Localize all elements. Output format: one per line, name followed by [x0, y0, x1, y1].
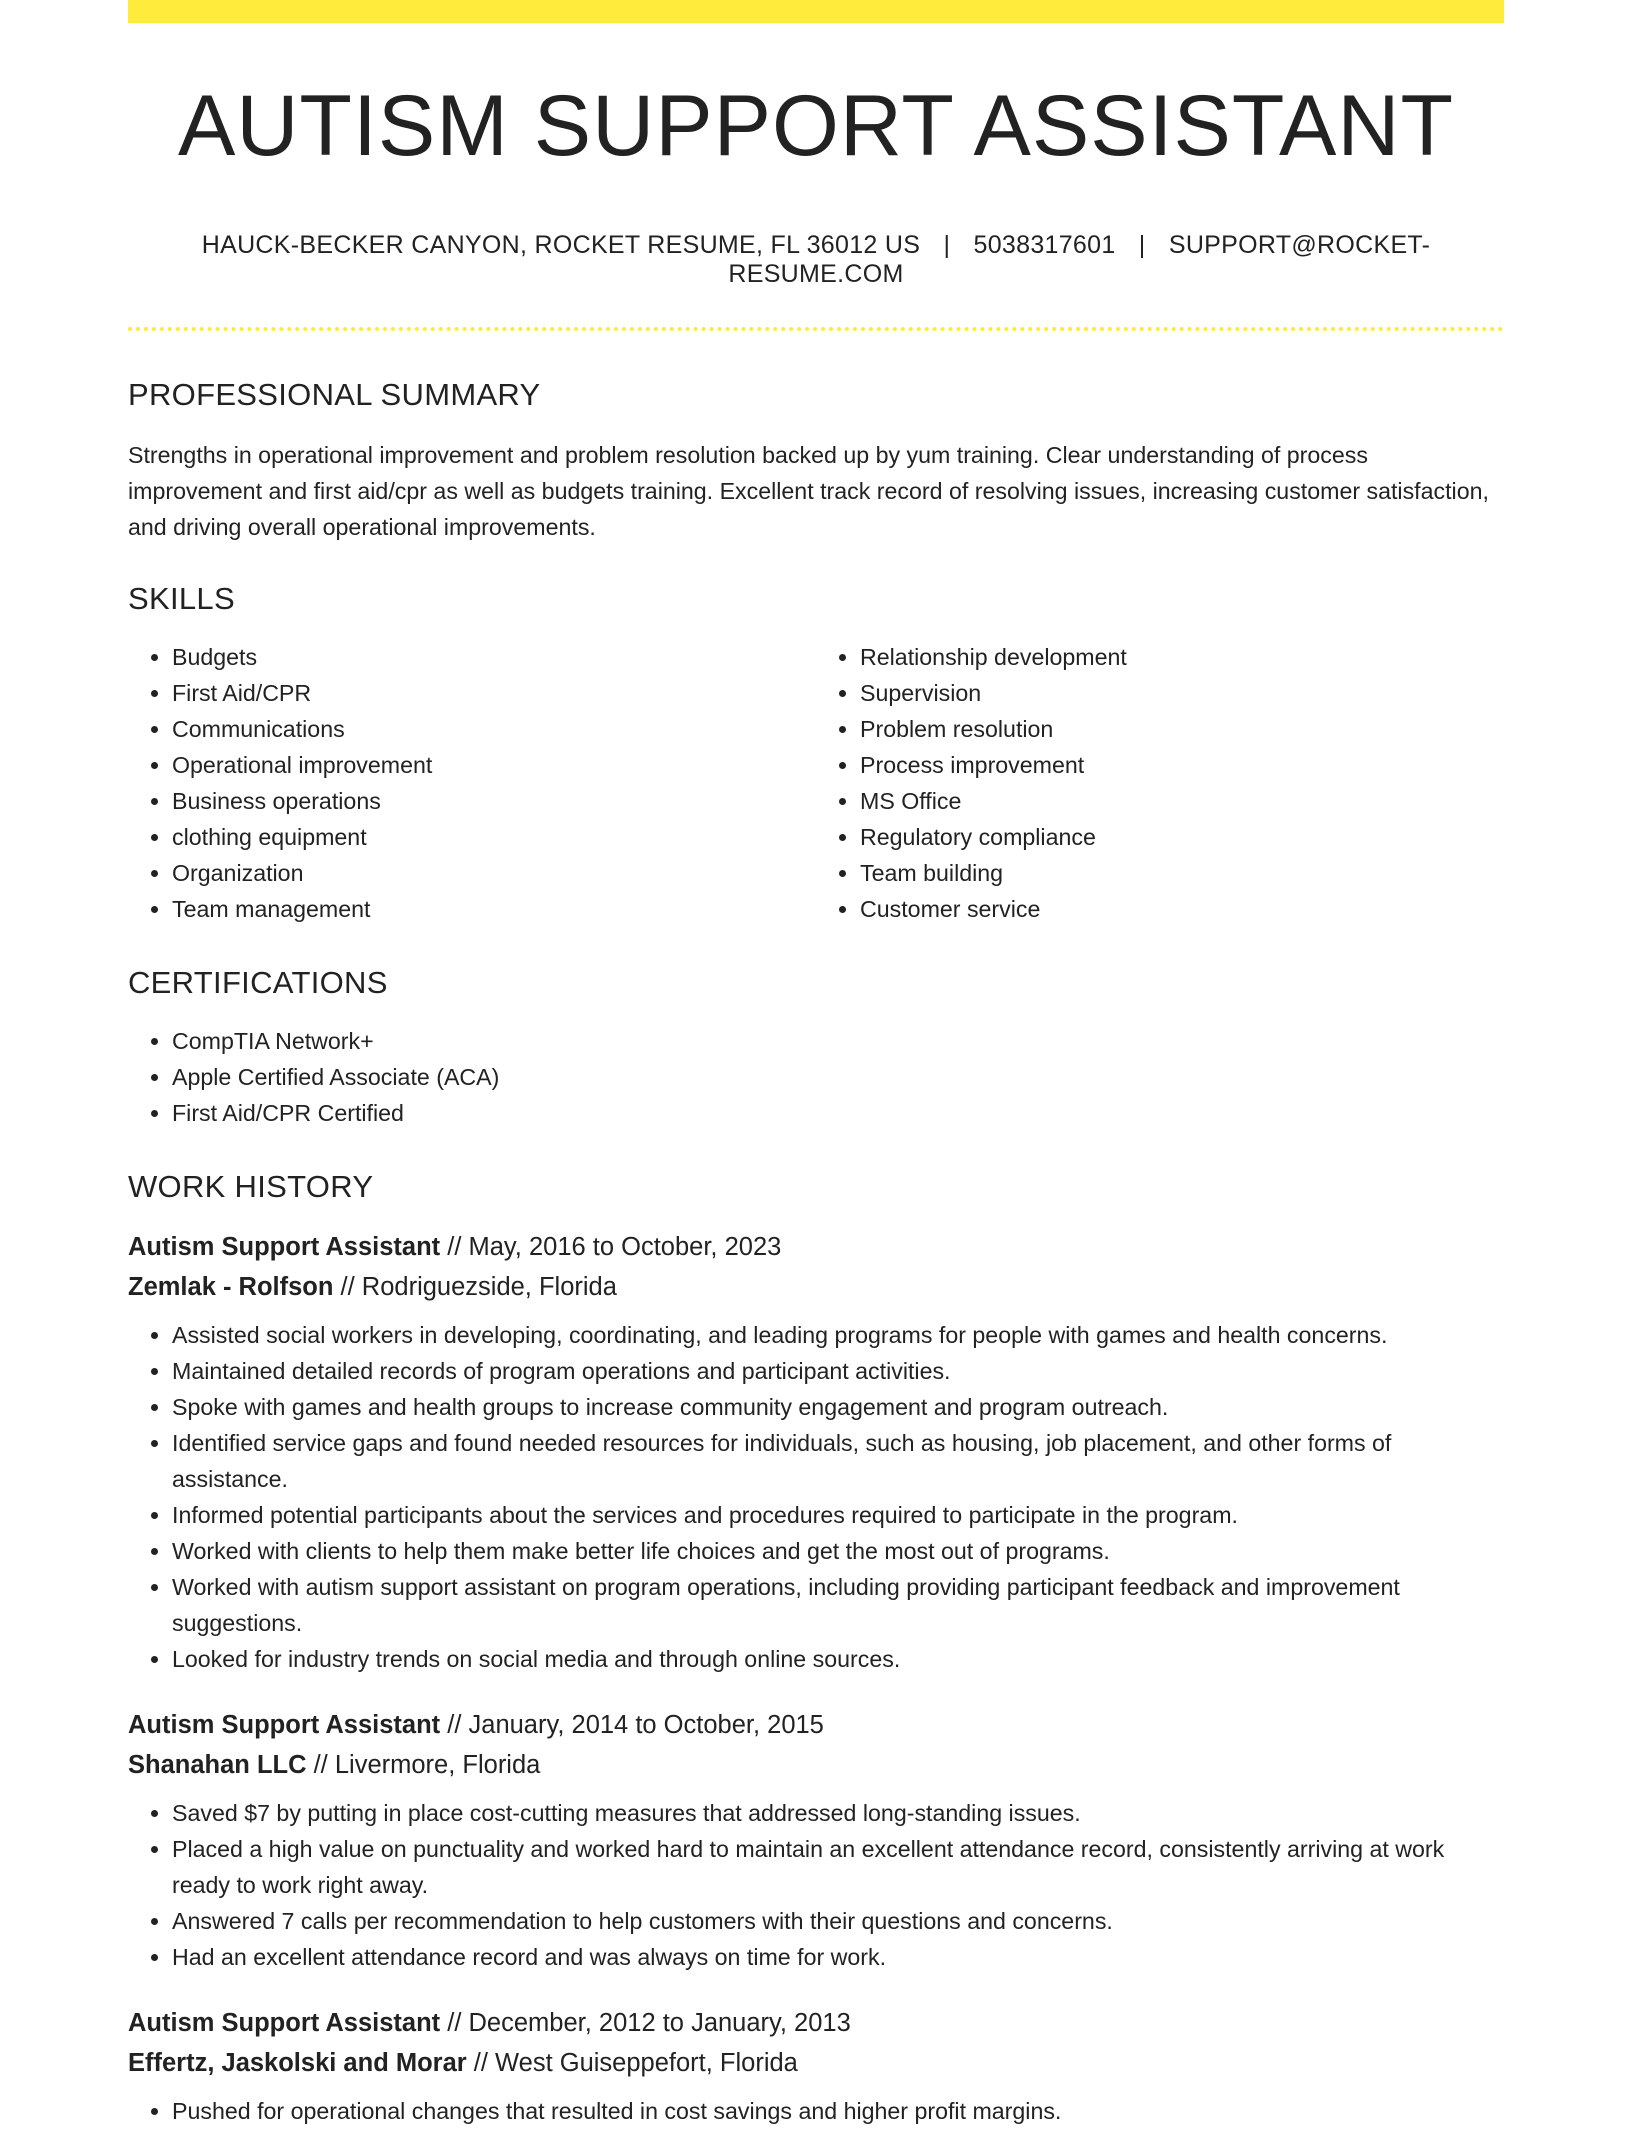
job-title: Autism Support Assistant	[128, 2009, 441, 2037]
job-entry	[128, 2003, 1504, 2129]
job-dates: // December, 2012 to January, 2013	[440, 2009, 851, 2037]
work-history-list	[128, 1227, 1504, 2129]
work-history-heading: WORK HISTORY	[128, 1169, 374, 1204]
job-bullet: • Worked with clients to help them make better life choices and get the most out of programs.	[172, 1533, 1504, 1569]
certification-item: • First Aid/CPR Certified	[172, 1095, 1504, 1131]
job-title-line	[128, 1227, 1504, 1267]
skill-item: • Team management	[172, 891, 816, 927]
contact-phone: 5038317601	[973, 231, 1116, 259]
skill-item: • clothing equipment	[172, 819, 816, 855]
job-bullet: • Spoke with games and health groups to increase community engagement and program outreach.	[172, 1389, 1504, 1425]
skill-item: • Customer service	[860, 891, 1504, 927]
contact-address: HAUCK-BECKER CANYON, ROCKET RESUME, FL 36012 US	[201, 231, 921, 259]
job-bullet: • Identified service gaps and found needed resources for individuals, such as housing, job placement, and other forms of assistance.	[172, 1425, 1504, 1497]
certifications-heading: CERTIFICATIONS	[128, 965, 388, 1000]
job-bullet: • Saved $7 by putting in place cost-cutting measures that addressed long-standing issues.	[172, 1795, 1504, 1831]
summary-heading: PROFESSIONAL SUMMARY	[128, 377, 541, 412]
job-company: Zemlak - Rolfson	[128, 1273, 334, 1301]
accent-top-bar	[128, 0, 1504, 23]
job-entry	[128, 1705, 1504, 1975]
job-entry	[128, 1227, 1504, 1677]
contact-separator: |	[1138, 231, 1146, 259]
skill-item: • MS Office	[860, 783, 1504, 819]
skill-item: • Communications	[172, 711, 816, 747]
job-title-line	[128, 2003, 1504, 2043]
certifications-list	[128, 1023, 1504, 1131]
job-company-line	[128, 2043, 1504, 2083]
skill-item: • Team building	[860, 855, 1504, 891]
skill-item: • Process improvement	[860, 747, 1504, 783]
candidate-name: AUTISM SUPPORT ASSISTANT	[177, 78, 1455, 174]
skills-heading: SKILLS	[128, 581, 235, 616]
skill-item: • Supervision	[860, 675, 1504, 711]
contact-email: SUPPORT@ROCKET-RESUME.COM	[728, 231, 1431, 288]
skill-item: • Budgets	[172, 639, 816, 675]
job-bullets	[128, 2093, 1504, 2129]
contact-separator: |	[943, 231, 951, 259]
certification-item: • Apple Certified Associate (ACA)	[172, 1059, 1504, 1095]
job-title: Autism Support Assistant	[128, 1233, 441, 1261]
job-title: Autism Support Assistant	[128, 1711, 441, 1739]
job-bullets	[128, 1795, 1504, 1975]
job-company: Effertz, Jaskolski and Morar	[128, 2049, 467, 2077]
job-location: // Rodriguezside, Florida	[333, 1273, 617, 1301]
job-location: // West Guiseppefort, Florida	[466, 2049, 798, 2077]
job-location: // Livermore, Florida	[306, 1751, 541, 1779]
job-bullet: • Had an excellent attendance record and was always on time for work.	[172, 1939, 1504, 1975]
job-company-line	[128, 1267, 1504, 1307]
resume-content	[128, 23, 1504, 2129]
job-dates: // May, 2016 to October, 2023	[440, 1233, 782, 1261]
dotted-divider	[128, 327, 1504, 331]
job-company: Shanahan LLC	[128, 1751, 307, 1779]
job-title-line	[128, 1705, 1504, 1745]
skills-list-left	[128, 639, 816, 927]
job-bullet: • Worked with autism support assistant on program operations, including providing participant feedback and improvement suggestions.	[172, 1569, 1504, 1641]
job-bullet: • Maintained detailed records of program operations and participant activities.	[172, 1353, 1504, 1389]
skill-item: • First Aid/CPR	[172, 675, 816, 711]
skill-item: • Problem resolution	[860, 711, 1504, 747]
certification-item: • CompTIA Network+	[172, 1023, 1504, 1059]
job-bullet: • Assisted social workers in developing, coordinating, and leading programs for people with games and health concerns.	[172, 1317, 1504, 1353]
job-bullet: • Informed potential participants about the services and procedures required to participate in the program.	[172, 1497, 1504, 1533]
job-bullet: • Placed a high value on punctuality and worked hard to maintain an excellent attendance record, consistently arriving at work ready to work right away.	[172, 1831, 1504, 1903]
summary-text: Strengths in operational improvement and problem resolution backed up by yum training. Clear understanding of process improvement and first aid/cpr as well as budgets training. Excellent track record of resolving issues, increasing customer satisfaction, and driving overall operational improvements.	[128, 442, 1489, 540]
skills-list-right	[816, 639, 1504, 927]
job-bullet: • Looked for industry trends on social media and through online sources.	[172, 1641, 1504, 1677]
skill-item: • Organization	[172, 855, 816, 891]
skills-columns	[128, 639, 1504, 927]
contact-line	[128, 231, 1504, 289]
skill-item: • Regulatory compliance	[860, 819, 1504, 855]
job-company-line	[128, 1745, 1504, 1785]
job-bullet: • Answered 7 calls per recommendation to help customers with their questions and concerns.	[172, 1903, 1504, 1939]
job-bullets	[128, 1317, 1504, 1677]
job-dates: // January, 2014 to October, 2015	[440, 1711, 824, 1739]
skill-item: • Business operations	[172, 783, 816, 819]
skill-item: • Relationship development	[860, 639, 1504, 675]
job-bullet: • Pushed for operational changes that resulted in cost savings and higher profit margins.	[172, 2093, 1504, 2129]
skill-item: • Operational improvement	[172, 747, 816, 783]
